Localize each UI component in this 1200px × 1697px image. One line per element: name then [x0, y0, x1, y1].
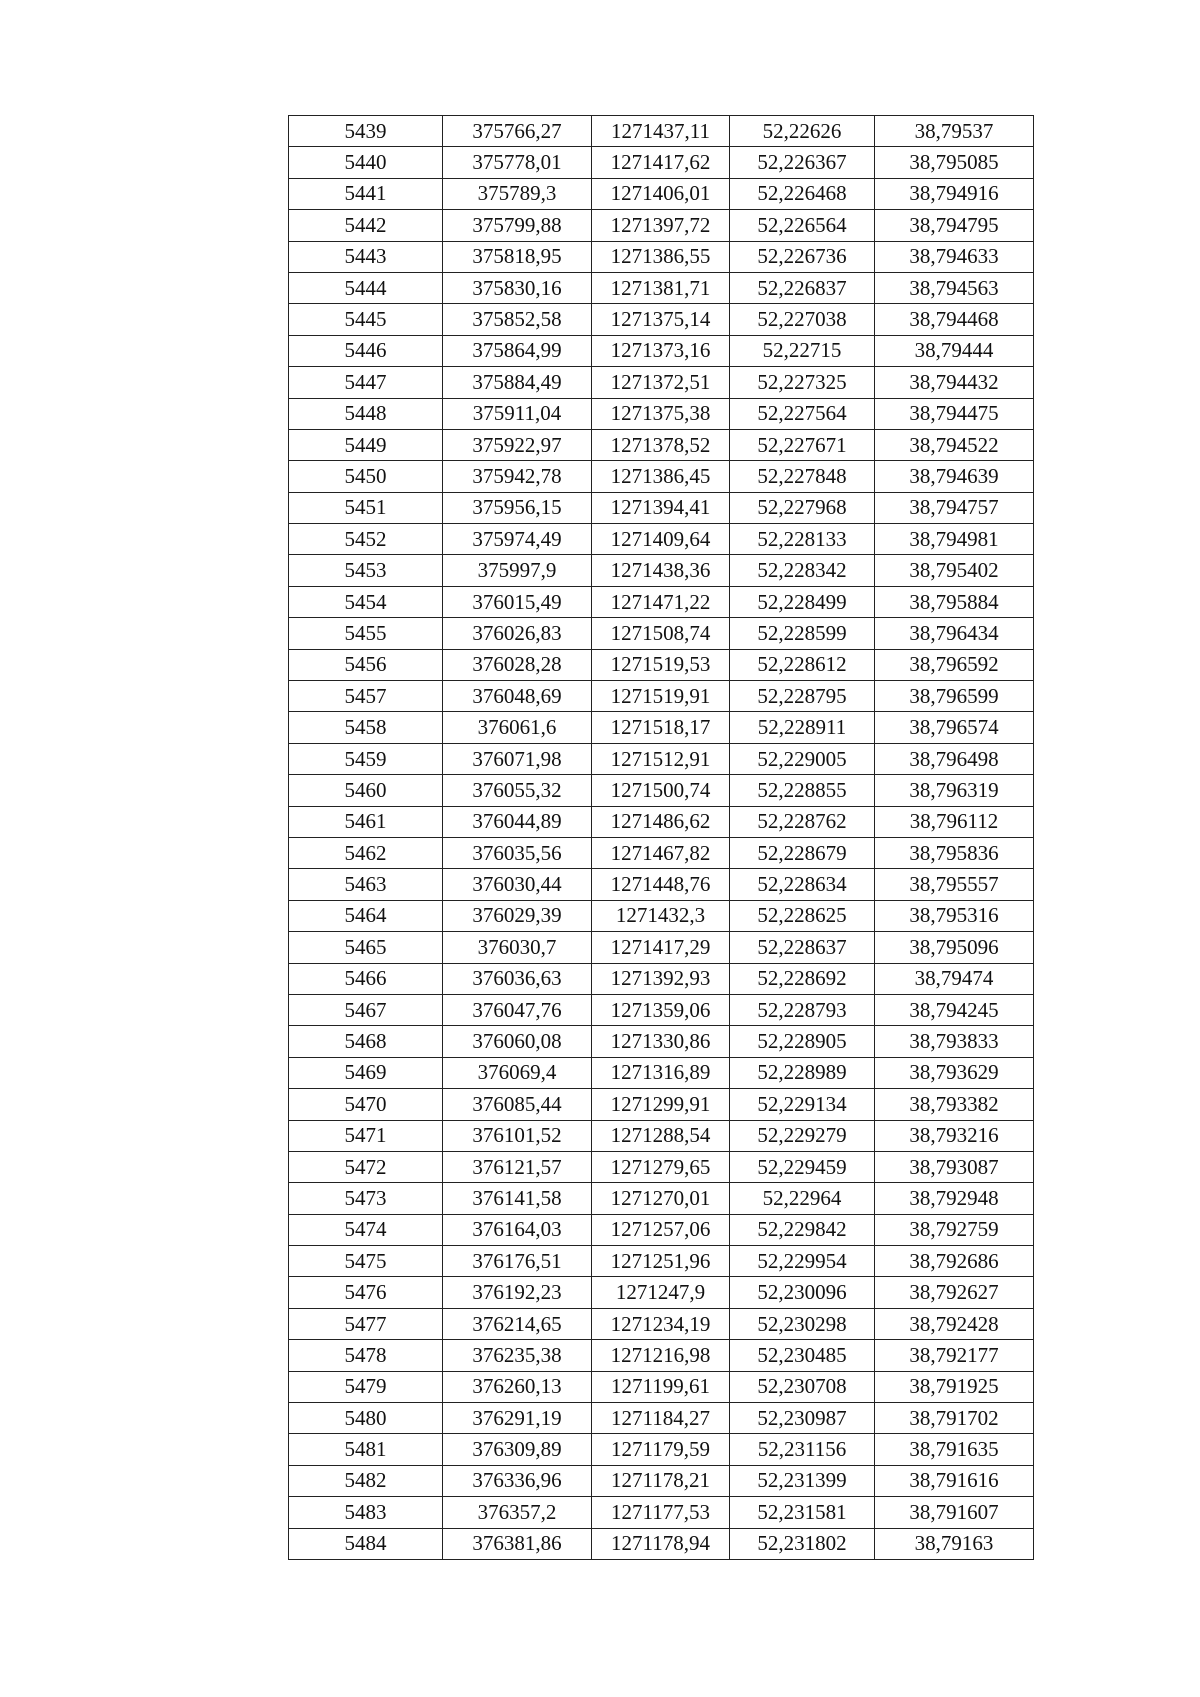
y-coordinate-cell: 1271178,94: [592, 1528, 730, 1559]
table-row: [289, 492, 1034, 523]
x-coordinate-cell: 375911,04: [443, 398, 592, 429]
table-row: [289, 304, 1034, 335]
y-coordinate-cell: 1271375,38: [592, 398, 730, 429]
latitude-cell: 52,228855: [730, 775, 875, 806]
latitude-cell: 52,22715: [730, 335, 875, 366]
y-coordinate-cell: 1271519,91: [592, 681, 730, 712]
latitude-cell: 52,231581: [730, 1497, 875, 1528]
y-coordinate-cell: 1271216,98: [592, 1340, 730, 1371]
x-coordinate-cell: 376309,89: [443, 1434, 592, 1465]
x-coordinate-cell: 376015,49: [443, 586, 592, 617]
point-number-cell: 5483: [289, 1497, 443, 1528]
longitude-cell: 38,795884: [875, 586, 1034, 617]
x-coordinate-cell: 376214,65: [443, 1308, 592, 1339]
longitude-cell: 38,793629: [875, 1057, 1034, 1088]
point-number-cell: 5457: [289, 681, 443, 712]
longitude-cell: 38,79537: [875, 116, 1034, 147]
point-number-cell: 5478: [289, 1340, 443, 1371]
latitude-cell: 52,230708: [730, 1371, 875, 1402]
x-coordinate-cell: 376044,89: [443, 806, 592, 837]
x-coordinate-cell: 375818,95: [443, 241, 592, 272]
y-coordinate-cell: 1271392,93: [592, 963, 730, 994]
point-number-cell: 5476: [289, 1277, 443, 1308]
latitude-cell: 52,228911: [730, 712, 875, 743]
longitude-cell: 38,795402: [875, 555, 1034, 586]
table-row: [289, 618, 1034, 649]
longitude-cell: 38,79444: [875, 335, 1034, 366]
longitude-cell: 38,793087: [875, 1151, 1034, 1182]
point-number-cell: 5466: [289, 963, 443, 994]
y-coordinate-cell: 1271512,91: [592, 743, 730, 774]
y-coordinate-cell: 1271178,21: [592, 1465, 730, 1496]
longitude-cell: 38,796599: [875, 681, 1034, 712]
latitude-cell: 52,226468: [730, 178, 875, 209]
y-coordinate-cell: 1271234,19: [592, 1308, 730, 1339]
latitude-cell: 52,229459: [730, 1151, 875, 1182]
y-coordinate-cell: 1271299,91: [592, 1089, 730, 1120]
latitude-cell: 52,228625: [730, 900, 875, 931]
y-coordinate-cell: 1271372,51: [592, 367, 730, 398]
x-coordinate-cell: 376061,6: [443, 712, 592, 743]
longitude-cell: 38,796434: [875, 618, 1034, 649]
latitude-cell: 52,230485: [730, 1340, 875, 1371]
table-row: [289, 367, 1034, 398]
point-number-cell: 5471: [289, 1120, 443, 1151]
y-coordinate-cell: 1271394,41: [592, 492, 730, 523]
table-row: [289, 837, 1034, 868]
table-row: [289, 1371, 1034, 1402]
x-coordinate-cell: 376035,56: [443, 837, 592, 868]
y-coordinate-cell: 1271381,71: [592, 272, 730, 303]
x-coordinate-cell: 375922,97: [443, 429, 592, 460]
y-coordinate-cell: 1271432,3: [592, 900, 730, 931]
y-coordinate-cell: 1271397,72: [592, 210, 730, 241]
point-number-cell: 5475: [289, 1246, 443, 1277]
point-number-cell: 5448: [289, 398, 443, 429]
x-coordinate-cell: 376085,44: [443, 1089, 592, 1120]
table-row: [289, 963, 1034, 994]
table-row: [289, 1151, 1034, 1182]
y-coordinate-cell: 1271288,54: [592, 1120, 730, 1151]
latitude-cell: 52,227848: [730, 461, 875, 492]
point-number-cell: 5464: [289, 900, 443, 931]
latitude-cell: 52,228793: [730, 994, 875, 1025]
y-coordinate-cell: 1271257,06: [592, 1214, 730, 1245]
point-number-cell: 5455: [289, 618, 443, 649]
y-coordinate-cell: 1271251,96: [592, 1246, 730, 1277]
y-coordinate-cell: 1271518,17: [592, 712, 730, 743]
point-number-cell: 5461: [289, 806, 443, 837]
longitude-cell: 38,796498: [875, 743, 1034, 774]
x-coordinate-cell: 376291,19: [443, 1403, 592, 1434]
point-number-cell: 5480: [289, 1403, 443, 1434]
table-row: [289, 272, 1034, 303]
x-coordinate-cell: 376030,44: [443, 869, 592, 900]
x-coordinate-cell: 376260,13: [443, 1371, 592, 1402]
latitude-cell: 52,229842: [730, 1214, 875, 1245]
latitude-cell: 52,228637: [730, 932, 875, 963]
latitude-cell: 52,227325: [730, 367, 875, 398]
table-row: [289, 649, 1034, 680]
table-row: [289, 241, 1034, 272]
point-number-cell: 5453: [289, 555, 443, 586]
longitude-cell: 38,793216: [875, 1120, 1034, 1151]
y-coordinate-cell: 1271386,55: [592, 241, 730, 272]
point-number-cell: 5449: [289, 429, 443, 460]
table-row: [289, 1465, 1034, 1496]
longitude-cell: 38,79474: [875, 963, 1034, 994]
longitude-cell: 38,795316: [875, 900, 1034, 931]
longitude-cell: 38,794795: [875, 210, 1034, 241]
table-row: [289, 178, 1034, 209]
longitude-cell: 38,796574: [875, 712, 1034, 743]
latitude-cell: 52,231802: [730, 1528, 875, 1559]
table-row: [289, 1120, 1034, 1151]
table-row: [289, 1497, 1034, 1528]
point-number-cell: 5456: [289, 649, 443, 680]
y-coordinate-cell: 1271270,01: [592, 1183, 730, 1214]
longitude-cell: 38,795836: [875, 837, 1034, 868]
x-coordinate-cell: 376101,52: [443, 1120, 592, 1151]
point-number-cell: 5444: [289, 272, 443, 303]
longitude-cell: 38,791607: [875, 1497, 1034, 1528]
latitude-cell: 52,226837: [730, 272, 875, 303]
table-row: [289, 869, 1034, 900]
point-number-cell: 5467: [289, 994, 443, 1025]
longitude-cell: 38,791616: [875, 1465, 1034, 1496]
latitude-cell: 52,229954: [730, 1246, 875, 1277]
point-number-cell: 5447: [289, 367, 443, 398]
latitude-cell: 52,231399: [730, 1465, 875, 1496]
x-coordinate-cell: 376069,4: [443, 1057, 592, 1088]
table-row: [289, 681, 1034, 712]
x-coordinate-cell: 376060,08: [443, 1026, 592, 1057]
point-number-cell: 5441: [289, 178, 443, 209]
longitude-cell: 38,791702: [875, 1403, 1034, 1434]
y-coordinate-cell: 1271177,53: [592, 1497, 730, 1528]
y-coordinate-cell: 1271330,86: [592, 1026, 730, 1057]
longitude-cell: 38,791925: [875, 1371, 1034, 1402]
point-number-cell: 5468: [289, 1026, 443, 1057]
x-coordinate-cell: 376036,63: [443, 963, 592, 994]
table-row: [289, 900, 1034, 931]
point-number-cell: 5439: [289, 116, 443, 147]
y-coordinate-cell: 1271373,16: [592, 335, 730, 366]
table-row: [289, 398, 1034, 429]
x-coordinate-cell: 376047,76: [443, 994, 592, 1025]
point-number-cell: 5442: [289, 210, 443, 241]
table-row: [289, 1089, 1034, 1120]
x-coordinate-cell: 375974,49: [443, 524, 592, 555]
point-number-cell: 5477: [289, 1308, 443, 1339]
y-coordinate-cell: 1271500,74: [592, 775, 730, 806]
table-row: [289, 806, 1034, 837]
table-row: [289, 461, 1034, 492]
x-coordinate-cell: 376357,2: [443, 1497, 592, 1528]
table-row: [289, 775, 1034, 806]
latitude-cell: 52,228905: [730, 1026, 875, 1057]
point-number-cell: 5451: [289, 492, 443, 523]
point-number-cell: 5484: [289, 1528, 443, 1559]
x-coordinate-cell: 375956,15: [443, 492, 592, 523]
point-number-cell: 5463: [289, 869, 443, 900]
y-coordinate-cell: 1271417,29: [592, 932, 730, 963]
x-coordinate-cell: 376055,32: [443, 775, 592, 806]
longitude-cell: 38,794916: [875, 178, 1034, 209]
point-number-cell: 5450: [289, 461, 443, 492]
longitude-cell: 38,794563: [875, 272, 1034, 303]
x-coordinate-cell: 376336,96: [443, 1465, 592, 1496]
latitude-cell: 52,228692: [730, 963, 875, 994]
point-number-cell: 5465: [289, 932, 443, 963]
x-coordinate-cell: 375830,16: [443, 272, 592, 303]
x-coordinate-cell: 375884,49: [443, 367, 592, 398]
y-coordinate-cell: 1271508,74: [592, 618, 730, 649]
table-row: [289, 429, 1034, 460]
y-coordinate-cell: 1271199,61: [592, 1371, 730, 1402]
latitude-cell: 52,226367: [730, 147, 875, 178]
coordinates-table-body: [289, 116, 1034, 1560]
table-row: [289, 1026, 1034, 1057]
longitude-cell: 38,794633: [875, 241, 1034, 272]
latitude-cell: 52,22964: [730, 1183, 875, 1214]
longitude-cell: 38,794522: [875, 429, 1034, 460]
table-row: [289, 1277, 1034, 1308]
point-number-cell: 5443: [289, 241, 443, 272]
longitude-cell: 38,795096: [875, 932, 1034, 963]
x-coordinate-cell: 376030,7: [443, 932, 592, 963]
y-coordinate-cell: 1271316,89: [592, 1057, 730, 1088]
longitude-cell: 38,791635: [875, 1434, 1034, 1465]
point-number-cell: 5474: [289, 1214, 443, 1245]
table-row: [289, 743, 1034, 774]
latitude-cell: 52,227968: [730, 492, 875, 523]
x-coordinate-cell: 375799,88: [443, 210, 592, 241]
x-coordinate-cell: 376048,69: [443, 681, 592, 712]
longitude-cell: 38,793382: [875, 1089, 1034, 1120]
x-coordinate-cell: 376141,58: [443, 1183, 592, 1214]
latitude-cell: 52,228499: [730, 586, 875, 617]
x-coordinate-cell: 376028,28: [443, 649, 592, 680]
latitude-cell: 52,227671: [730, 429, 875, 460]
latitude-cell: 52,226736: [730, 241, 875, 272]
latitude-cell: 52,22626: [730, 116, 875, 147]
table-row: [289, 524, 1034, 555]
longitude-cell: 38,792428: [875, 1308, 1034, 1339]
longitude-cell: 38,796112: [875, 806, 1034, 837]
table-row: [289, 1183, 1034, 1214]
x-coordinate-cell: 375789,3: [443, 178, 592, 209]
table-row: [289, 712, 1034, 743]
y-coordinate-cell: 1271467,82: [592, 837, 730, 868]
latitude-cell: 52,228795: [730, 681, 875, 712]
longitude-cell: 38,793833: [875, 1026, 1034, 1057]
table-row: [289, 1057, 1034, 1088]
table-row: [289, 932, 1034, 963]
table-row: [289, 1214, 1034, 1245]
table-row: [289, 147, 1034, 178]
x-coordinate-cell: 375864,99: [443, 335, 592, 366]
table-row: [289, 994, 1034, 1025]
latitude-cell: 52,228612: [730, 649, 875, 680]
latitude-cell: 52,230987: [730, 1403, 875, 1434]
longitude-cell: 38,79163: [875, 1528, 1034, 1559]
y-coordinate-cell: 1271279,65: [592, 1151, 730, 1182]
x-coordinate-cell: 376071,98: [443, 743, 592, 774]
point-number-cell: 5454: [289, 586, 443, 617]
y-coordinate-cell: 1271179,59: [592, 1434, 730, 1465]
y-coordinate-cell: 1271184,27: [592, 1403, 730, 1434]
y-coordinate-cell: 1271486,62: [592, 806, 730, 837]
table-row: [289, 1403, 1034, 1434]
y-coordinate-cell: 1271448,76: [592, 869, 730, 900]
x-coordinate-cell: 375997,9: [443, 555, 592, 586]
longitude-cell: 38,794757: [875, 492, 1034, 523]
y-coordinate-cell: 1271438,36: [592, 555, 730, 586]
latitude-cell: 52,228989: [730, 1057, 875, 1088]
y-coordinate-cell: 1271386,45: [592, 461, 730, 492]
table-row: [289, 1434, 1034, 1465]
x-coordinate-cell: 376192,23: [443, 1277, 592, 1308]
point-number-cell: 5473: [289, 1183, 443, 1214]
latitude-cell: 52,228679: [730, 837, 875, 868]
longitude-cell: 38,794475: [875, 398, 1034, 429]
point-number-cell: 5470: [289, 1089, 443, 1120]
latitude-cell: 52,228133: [730, 524, 875, 555]
longitude-cell: 38,792948: [875, 1183, 1034, 1214]
x-coordinate-cell: 376026,83: [443, 618, 592, 649]
latitude-cell: 52,230298: [730, 1308, 875, 1339]
x-coordinate-cell: 375778,01: [443, 147, 592, 178]
table-row: [289, 586, 1034, 617]
y-coordinate-cell: 1271375,14: [592, 304, 730, 335]
y-coordinate-cell: 1271409,64: [592, 524, 730, 555]
y-coordinate-cell: 1271378,52: [592, 429, 730, 460]
longitude-cell: 38,794639: [875, 461, 1034, 492]
longitude-cell: 38,792627: [875, 1277, 1034, 1308]
x-coordinate-cell: 376121,57: [443, 1151, 592, 1182]
table-row: [289, 116, 1034, 147]
latitude-cell: 52,229279: [730, 1120, 875, 1151]
x-coordinate-cell: 376029,39: [443, 900, 592, 931]
point-number-cell: 5462: [289, 837, 443, 868]
latitude-cell: 52,227564: [730, 398, 875, 429]
longitude-cell: 38,792686: [875, 1246, 1034, 1277]
longitude-cell: 38,795557: [875, 869, 1034, 900]
table-row: [289, 210, 1034, 241]
latitude-cell: 52,227038: [730, 304, 875, 335]
point-number-cell: 5469: [289, 1057, 443, 1088]
latitude-cell: 52,230096: [730, 1277, 875, 1308]
y-coordinate-cell: 1271437,11: [592, 116, 730, 147]
x-coordinate-cell: 376235,38: [443, 1340, 592, 1371]
y-coordinate-cell: 1271471,22: [592, 586, 730, 617]
longitude-cell: 38,796319: [875, 775, 1034, 806]
y-coordinate-cell: 1271406,01: [592, 178, 730, 209]
longitude-cell: 38,794981: [875, 524, 1034, 555]
point-number-cell: 5452: [289, 524, 443, 555]
x-coordinate-cell: 375942,78: [443, 461, 592, 492]
point-number-cell: 5459: [289, 743, 443, 774]
x-coordinate-cell: 376381,86: [443, 1528, 592, 1559]
longitude-cell: 38,794432: [875, 367, 1034, 398]
y-coordinate-cell: 1271247,9: [592, 1277, 730, 1308]
latitude-cell: 52,228762: [730, 806, 875, 837]
table-row: [289, 1528, 1034, 1559]
coordinates-table: [288, 115, 1034, 1560]
table-row: [289, 1340, 1034, 1371]
latitude-cell: 52,228599: [730, 618, 875, 649]
point-number-cell: 5481: [289, 1434, 443, 1465]
point-number-cell: 5440: [289, 147, 443, 178]
latitude-cell: 52,231156: [730, 1434, 875, 1465]
x-coordinate-cell: 375766,27: [443, 116, 592, 147]
latitude-cell: 52,229134: [730, 1089, 875, 1120]
point-number-cell: 5472: [289, 1151, 443, 1182]
y-coordinate-cell: 1271519,53: [592, 649, 730, 680]
point-number-cell: 5482: [289, 1465, 443, 1496]
point-number-cell: 5460: [289, 775, 443, 806]
table-row: [289, 555, 1034, 586]
longitude-cell: 38,794245: [875, 994, 1034, 1025]
longitude-cell: 38,792759: [875, 1214, 1034, 1245]
point-number-cell: 5458: [289, 712, 443, 743]
x-coordinate-cell: 376164,03: [443, 1214, 592, 1245]
x-coordinate-cell: 375852,58: [443, 304, 592, 335]
table-row: [289, 1246, 1034, 1277]
table-row: [289, 1308, 1034, 1339]
longitude-cell: 38,795085: [875, 147, 1034, 178]
longitude-cell: 38,794468: [875, 304, 1034, 335]
y-coordinate-cell: 1271417,62: [592, 147, 730, 178]
latitude-cell: 52,226564: [730, 210, 875, 241]
table-row: [289, 335, 1034, 366]
longitude-cell: 38,792177: [875, 1340, 1034, 1371]
longitude-cell: 38,796592: [875, 649, 1034, 680]
y-coordinate-cell: 1271359,06: [592, 994, 730, 1025]
latitude-cell: 52,229005: [730, 743, 875, 774]
point-number-cell: 5445: [289, 304, 443, 335]
point-number-cell: 5446: [289, 335, 443, 366]
x-coordinate-cell: 376176,51: [443, 1246, 592, 1277]
latitude-cell: 52,228634: [730, 869, 875, 900]
latitude-cell: 52,228342: [730, 555, 875, 586]
point-number-cell: 5479: [289, 1371, 443, 1402]
